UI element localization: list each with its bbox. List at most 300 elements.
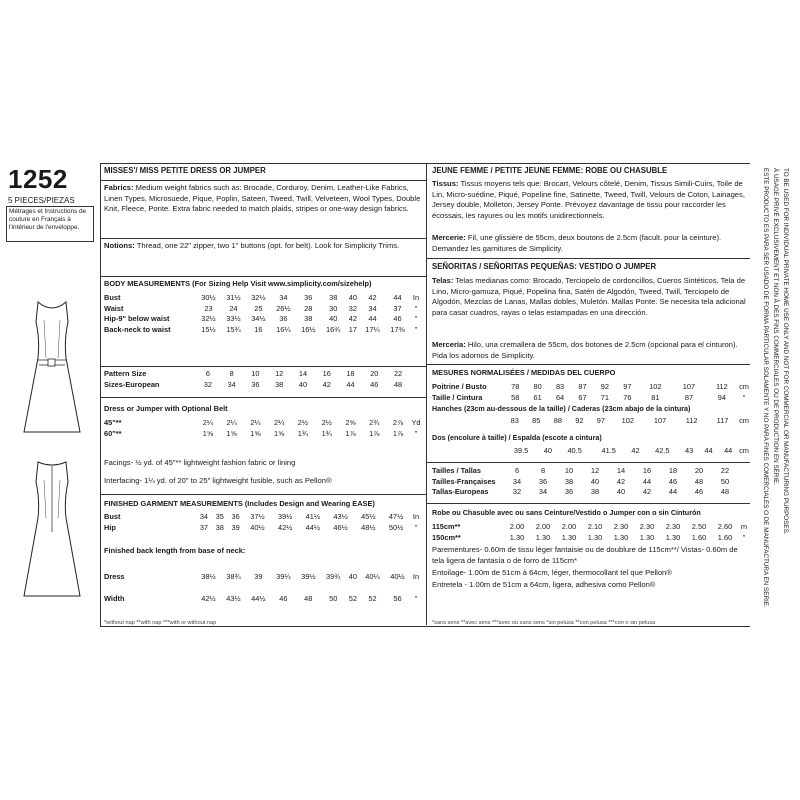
table-cell: 2⅞	[392, 418, 404, 427]
table-cell: 50	[329, 594, 338, 603]
table-cell: 36	[279, 314, 288, 324]
table-cell: 92	[600, 382, 610, 391]
table-cell: 10	[251, 369, 260, 378]
table-cell: 37	[199, 522, 209, 532]
row-label: Pattern Size	[104, 369, 147, 378]
table-cell: 12	[590, 466, 600, 475]
unit-cell	[410, 380, 422, 391]
table-cell: 2½	[321, 418, 332, 427]
table-cell: 40¼	[365, 572, 380, 581]
en-size-table	[104, 369, 422, 390]
table-cell: 1¾	[321, 428, 332, 438]
tissus-block	[432, 179, 750, 221]
table-cell: 40	[616, 487, 626, 497]
table-cell: 2.50	[691, 522, 707, 531]
side-note-es: ESTE PRODUCTO ES PARA SER USADO DE FORMA PARTICULAR SOLAMENTE Y NO PARA FINES COMERCIALES O DE MANUFACTURA EN SERIE.	[762, 168, 769, 608]
pattern-number: 1252	[8, 164, 68, 194]
table-cell: 2¾	[369, 418, 380, 427]
table-cell: 39¼	[276, 572, 291, 581]
fr-tailles-table	[432, 466, 750, 498]
table-row	[104, 512, 422, 523]
table-row	[104, 369, 422, 380]
row-label	[432, 446, 504, 457]
table-cell: 38	[304, 314, 313, 324]
table-cell: 14	[616, 466, 626, 475]
table-cell: 23	[204, 303, 213, 313]
table-row	[104, 304, 422, 315]
table-cell: 87	[578, 382, 587, 391]
table-cell: 2.00	[509, 522, 525, 531]
notions-label: Notions:	[104, 241, 135, 250]
table-cell: 8	[229, 369, 234, 378]
table-row	[432, 416, 750, 427]
table-cell: 8	[540, 466, 546, 475]
table-cell: 16½	[301, 324, 316, 334]
notions-text: Thread, one 22" zipper, two 1" buttons (opt. for belt). Look for Simplicity Trims.	[136, 241, 400, 250]
row-label: Hip	[104, 522, 116, 532]
tissus-text: Tissus moyens tels que: Brocart, Velours côtelé, Denim, Tissus Simili-Cuirs, Toile de Lin, Micro-suédine, Piqué, Popeline fine, Satinette, Tweed, Twill, Velours de Coton, Lainages, Jersey double, Molleton, Jersey Ponte. Prévoyez davantage de tissu pour raccorder les écossais, les rayures ou les motifs unidirectionnels.	[432, 179, 745, 220]
mesures-header: MESURES NORMALISÉES / MEDIDAS DEL CUERPO	[432, 368, 616, 377]
unit-cell: "	[414, 594, 418, 603]
table-cell: 17⅜	[390, 324, 405, 334]
table-cell: 26½	[276, 303, 291, 313]
dress-front-sketch	[22, 300, 82, 435]
table-cell: 46	[279, 594, 288, 603]
table-cell: 2½	[297, 418, 309, 427]
table-cell: 44	[346, 379, 355, 389]
table-cell: 16¼	[276, 324, 291, 334]
table-cell: 34½	[251, 314, 266, 324]
table-cell: 17¼	[365, 324, 380, 334]
row-label: 45"**	[104, 418, 122, 427]
table-cell: 48	[694, 476, 704, 486]
es-title: SEÑORITAS / SEÑORITAS PEQUEÑAS: VESTIDO O JUMPER	[432, 262, 657, 271]
table-cell: 38	[564, 476, 574, 486]
table-cell: 44	[724, 446, 733, 455]
table-cell: 41½	[305, 512, 321, 521]
table-row	[104, 325, 422, 336]
table-cell: 71	[600, 392, 610, 402]
fabrics-block	[104, 183, 422, 215]
table-cell: 46	[393, 314, 402, 324]
table-cell: 36	[564, 487, 574, 497]
merceria-text: Hilo, una cremallera de 55cm, dos botones de 2.5cm (opcional para el cinturon). Pida los adornos de Simplicity.	[432, 340, 738, 360]
table-cell: 61	[533, 392, 542, 402]
table-row	[432, 487, 750, 498]
row-label: Back-neck to waist	[104, 324, 171, 334]
table-cell: 43	[685, 446, 694, 455]
table-cell: 31½	[226, 293, 241, 302]
instructions-note: Métrages et Instructions de couture en Français à l'intérieur de l'enveloppe.	[9, 208, 87, 231]
table-cell: 6	[514, 466, 520, 475]
table-cell: 2.00	[535, 522, 551, 531]
table-row	[432, 393, 750, 404]
table-cell: 28	[304, 303, 313, 313]
table-cell: 20	[694, 466, 704, 475]
table-cell: 40	[348, 293, 357, 302]
row-label: 115cm**	[432, 522, 461, 531]
robe-header: Robe ou Chasuble avec ou sans Ceinture/Vestido o Jumper con o sin Cinturón	[432, 508, 701, 517]
table-row	[432, 477, 750, 488]
table-row	[104, 523, 422, 534]
en-back-table	[104, 566, 422, 610]
mercerie-text: Fil, une glissière de 55cm, deux boutons de 2.5cm (facult. pour la ceinture). Demandez les garnitures de Simplicity.	[432, 233, 722, 253]
unit-cell: cm	[739, 416, 749, 425]
unit-cell	[738, 466, 750, 477]
unit-cell: Yd	[411, 418, 421, 427]
table-cell: 42	[322, 379, 331, 389]
table-cell: 10	[564, 466, 574, 475]
table-cell: 1.30	[561, 532, 577, 542]
table-cell: 1.30	[535, 532, 551, 542]
table-cell: 37	[393, 303, 402, 313]
table-cell: 38	[275, 379, 284, 389]
notions-block	[104, 241, 422, 252]
table-cell: 32	[512, 487, 522, 497]
table-cell: 30½	[201, 293, 216, 302]
row-label: Tailles-Françaises	[432, 476, 496, 486]
table-cell: 1⅞	[392, 428, 404, 438]
table-cell: 112	[715, 382, 728, 391]
table-cell: 47½	[388, 512, 404, 521]
table-cell: 20	[370, 369, 379, 378]
merceria-block	[432, 340, 750, 361]
table-cell: 34	[512, 476, 522, 486]
unit-cell: "	[742, 392, 746, 402]
top-rule	[100, 163, 750, 164]
table-cell: 44	[704, 446, 713, 455]
fr-mesures-table	[432, 382, 750, 403]
table-cell: 39½	[277, 512, 293, 521]
table-row	[432, 446, 750, 457]
table-cell: 44	[393, 293, 402, 302]
table-cell: 39.5	[513, 446, 529, 455]
table-cell: 2.60	[717, 522, 733, 531]
dress-back-sketch	[22, 460, 82, 600]
unit-cell	[410, 369, 422, 380]
unit-cell	[738, 487, 750, 498]
table-cell: 1.60	[691, 532, 707, 542]
table-cell: 34	[227, 379, 236, 389]
en-yardage-table	[104, 418, 422, 439]
table-cell: 56	[393, 594, 402, 603]
mercerie-block	[432, 233, 750, 254]
table-cell: 42	[631, 446, 640, 455]
table-cell: 44	[368, 314, 377, 324]
unit-cell	[738, 477, 750, 488]
table-cell: 40	[590, 476, 600, 486]
en-footnote: *without nap **with nap ***with or without nap	[104, 620, 217, 626]
unit-cell: "	[742, 532, 746, 542]
hanches-label: Hanches (23cm au-dessous de la taille) / Caderas (23cm abajo de la cintura)	[432, 404, 691, 413]
table-cell: 92	[575, 416, 584, 425]
unit-cell: In	[412, 293, 420, 302]
row-label: Bust	[104, 512, 121, 521]
table-cell: 32	[203, 379, 212, 389]
table-cell: 42	[642, 487, 652, 497]
table-row	[432, 382, 750, 393]
table-cell: 102	[621, 416, 634, 425]
table-cell: 12	[275, 369, 284, 378]
row-label: Width	[104, 594, 125, 603]
table-cell: 1⅝	[274, 428, 285, 438]
table-cell: 1.30	[665, 532, 681, 542]
table-cell: 41.5	[601, 446, 616, 455]
row-label: 150cm**	[432, 532, 461, 542]
table-cell: 83	[510, 416, 519, 425]
parementures-text: Parementures- 0.60m de tissu léger fantaisie ou de doublure de 115cm**/ Vistas- 0.60m de tela ligera de fantasía o de forro de 115cm*	[432, 545, 738, 565]
row-label: Tailles / Tallas	[432, 466, 482, 475]
table-cell: 102	[649, 382, 662, 391]
table-cell: 76	[623, 392, 632, 402]
table-cell: 112	[685, 416, 698, 425]
table-cell: 2.30	[665, 522, 681, 531]
instructions-note-box	[6, 206, 94, 242]
table-cell: 25	[254, 303, 263, 313]
table-cell: 48	[393, 379, 403, 389]
table-cell: 22	[393, 369, 403, 378]
table-cell: 88	[553, 416, 562, 425]
table-cell: 39½	[301, 572, 316, 581]
column-divider	[426, 163, 427, 625]
table-cell: 2⅝	[345, 418, 356, 427]
table-cell: 42½	[201, 594, 216, 603]
en-body-table	[104, 293, 422, 335]
table-cell: 34	[199, 512, 209, 521]
table-cell: 2.00	[561, 522, 577, 531]
table-cell: 40.5	[567, 446, 582, 455]
table-row	[432, 466, 750, 477]
table-cell: 36	[538, 476, 548, 486]
table-cell: 40	[298, 379, 308, 389]
table-cell: 17	[348, 324, 357, 334]
table-cell: 43½	[333, 512, 348, 521]
table-cell: 50½	[388, 522, 404, 532]
fabrics-text: Medium weight fabrics such as: Brocade, Corduroy, Denim, Leather-Like Fabrics, Linen Types, Microsuede, Pique, Poplin, Sateen, Tweed, Twill, Velveteen, Wool Types, Double Knit, Fleece, Ponte. Extra fabric needed to match plaids, stripes or one-way design fabrics.	[104, 183, 421, 213]
row-label: Bust	[104, 293, 121, 302]
table-cell: 42.5	[655, 446, 670, 455]
table-cell: 107	[653, 416, 667, 425]
side-note-fr: À USAGE PRIVÉ EXCLUSIVEMENT ET NON À DES FINS COMMERCIALES OU DE PRODUCTION EN SÉRIE.	[772, 168, 779, 486]
back-length-header: Finished back length from base of neck:	[104, 546, 246, 555]
table-cell: 97	[596, 416, 605, 425]
table-cell: 83	[555, 382, 565, 391]
table-cell: 2¼	[250, 418, 261, 427]
unit-cell: "	[414, 314, 418, 324]
entretela-text: Entretela - 1.00m de 51cm a 64cm, ligera, adhesiva como Pellon®	[432, 580, 656, 589]
fr-footnote: *sans sens **avec sens ***avec ou sans sens *sin pelusa **con pelusa ***con o sin pelusa	[432, 620, 656, 626]
row-label: 60"**	[104, 428, 122, 438]
table-cell: 48½	[361, 522, 376, 532]
fr-hanches-table	[432, 416, 750, 427]
side-note-en: TO BE USED FOR INDIVIDUAL PRIVATE HOME USE ONLY AND NOT FOR COMMERCIAL OR MANUFACTURING PURPOSES.	[782, 168, 789, 535]
table-cell: 50	[720, 476, 730, 486]
table-cell: 32½	[251, 293, 266, 302]
table-cell: 94	[717, 392, 726, 402]
row-label: Hip-9" below waist	[104, 314, 170, 324]
side-notes	[755, 168, 800, 628]
table-cell: 1⅝	[250, 428, 261, 438]
facings-text: Facings- ½ yd. of 45"** lightweight fashion fabric or lining	[104, 458, 296, 467]
table-cell: 44	[668, 487, 678, 497]
row-label: Poitrine / Busto	[432, 382, 487, 391]
table-cell: 1⅞	[345, 428, 356, 438]
table-cell: 46½	[333, 522, 348, 532]
table-cell: 85	[532, 416, 541, 425]
telas-block	[432, 276, 750, 318]
en-title: MISSES'/ MISS PETITE DRESS OR JUMPER	[104, 166, 266, 175]
unit-cell: "	[414, 324, 418, 334]
table-cell: 39	[231, 522, 240, 532]
table-cell: 40½	[250, 522, 265, 532]
row-label: Waist	[104, 303, 124, 313]
unit-cell: m	[740, 522, 748, 531]
row-label: Tallas-Europeas	[432, 487, 489, 497]
table-cell: 44½	[305, 522, 321, 532]
row-label: Dress	[104, 572, 125, 581]
table-cell: 48	[720, 487, 730, 497]
table-cell: 1.30	[613, 532, 629, 542]
table-cell: 48	[304, 594, 313, 603]
row-label: Sizes-European	[104, 379, 160, 389]
table-cell: 35	[215, 512, 224, 521]
fabrics-label: Fabrics:	[104, 183, 134, 192]
table-cell: 39¾	[326, 572, 341, 581]
tissus-label: Tissus:	[432, 179, 459, 188]
table-cell: 1¾	[297, 428, 309, 438]
table-cell: 2¼	[274, 418, 285, 427]
bottom-rule	[100, 626, 750, 627]
table-cell: 34	[368, 303, 377, 313]
mercerie-label: Mercerie:	[432, 233, 466, 242]
table-cell: 67	[578, 392, 587, 402]
table-cell: 46	[694, 487, 704, 497]
table-cell: 16¾	[326, 324, 341, 334]
table-cell: 2¼	[202, 418, 214, 427]
table-row	[104, 429, 422, 440]
table-cell: 40	[348, 572, 357, 581]
table-cell: 1.60	[717, 532, 733, 542]
table-cell: 16	[642, 466, 652, 475]
table-cell: 15½	[201, 324, 216, 334]
table-cell: 2¼	[226, 418, 237, 427]
table-cell: 44½	[251, 594, 266, 603]
table-cell: 38	[215, 522, 224, 532]
interfacing-text: Interfacing- 1¼ yd. of 20" to 25" lightweight fusible, such as Pellon®	[104, 476, 332, 485]
table-cell: 38	[329, 293, 338, 302]
fr-dos-table	[432, 446, 750, 457]
table-cell: 38	[590, 487, 600, 497]
table-cell: 16	[322, 369, 331, 378]
table-cell: 16	[254, 324, 263, 334]
table-cell: 2.10	[587, 522, 603, 531]
table-cell: 42	[616, 476, 626, 486]
pieces-count: 5 PIECES/PIEZAS	[8, 196, 75, 205]
table-cell: 38½	[201, 572, 216, 581]
table-cell: 46	[370, 379, 379, 389]
table-cell: 117	[716, 416, 729, 425]
table-cell: 1⅞	[369, 428, 380, 438]
table-cell: 1⅝	[202, 428, 214, 438]
table-cell: 52	[368, 594, 377, 603]
table-cell: 78	[511, 382, 520, 391]
table-cell: 24	[229, 303, 238, 313]
yardage-header: Dress or Jumper with Optional Belt	[104, 404, 228, 413]
fr-robe-table	[432, 522, 750, 543]
unit-cell: cm	[739, 446, 749, 455]
table-cell: 15¾	[226, 324, 241, 334]
unit-cell: "	[414, 303, 418, 313]
table-cell: 97	[623, 382, 632, 391]
table-cell: 22	[720, 466, 730, 475]
unit-cell: cm	[739, 382, 749, 391]
table-cell: 64	[555, 392, 565, 402]
table-cell: 40½	[390, 572, 405, 581]
table-row	[104, 293, 422, 304]
table-cell: 18	[668, 466, 678, 475]
table-row	[104, 380, 422, 391]
table-cell: 36	[251, 379, 260, 389]
table-cell: 38¾	[226, 572, 241, 581]
en-finished-table	[104, 512, 422, 533]
table-row	[432, 522, 750, 533]
table-cell: 42	[368, 293, 377, 302]
table-cell: 32½	[201, 314, 216, 324]
table-cell: 32	[348, 303, 357, 313]
telas-text: Telas medianas como: Brocado, Terciopelo de cordoncillos, Cueros Sintéticos, Tela de Lino, Micro-gamuza, Piqué, Popelina fina, Satén de Algodón, Tweed, Twill, Terciopelo de Algodón, Mezclas de Lanas, Mallas dobles, Muletón. Mallas Ponte. Se necesita tela adicional para casar cuadros, rayas o telas estampadas en una dirección.	[432, 276, 746, 317]
fr-title: JEUNE FEMME / PETITE JEUNE FEMME: ROBE OU CHASUBLE	[432, 166, 668, 175]
row-label: Taille / Cintura	[432, 392, 483, 402]
table-cell: 40	[543, 446, 552, 455]
table-cell: 34	[279, 293, 288, 302]
table-cell: 36	[304, 293, 313, 302]
table-cell: 39	[254, 572, 263, 581]
table-cell: 14	[298, 369, 308, 378]
table-cell: 43½	[226, 594, 241, 603]
entoilage-text: Entoilage- 1.00m de 51cm à 64cm, léger, thermocollant tel que Pellon®	[432, 568, 672, 577]
table-cell: 80	[533, 382, 542, 391]
table-cell: 6	[205, 369, 210, 378]
table-row	[104, 566, 422, 588]
table-cell: 1.30	[587, 532, 603, 542]
table-row	[432, 533, 750, 544]
table-cell: 33½	[226, 314, 241, 324]
table-cell: 81	[651, 392, 660, 402]
table-row	[104, 588, 422, 610]
table-cell: 107	[682, 382, 696, 391]
merceria-label: Mercería:	[432, 340, 466, 349]
finished-header: FINISHED GARMENT MEASUREMENTS (Includes Design and Wearing EASE)	[104, 499, 375, 508]
table-cell: 34	[538, 487, 548, 497]
table-cell: 87	[684, 392, 694, 402]
unit-cell: In	[412, 572, 420, 581]
table-cell: 18	[346, 369, 355, 378]
table-cell: 42½	[277, 522, 293, 532]
table-cell: 58	[511, 392, 520, 402]
body-measurements-header: BODY MEASUREMENTS (For Sizing Help Visit www.simplicity.com/sizehelp)	[104, 279, 372, 288]
table-cell: 52	[348, 594, 357, 603]
table-row	[104, 314, 422, 325]
table-cell: 2.30	[639, 522, 655, 531]
row-label	[432, 416, 504, 427]
table-cell: 36	[231, 512, 240, 521]
table-cell: 46	[668, 476, 678, 486]
table-cell: 1.30	[509, 532, 525, 542]
table-cell: 30	[329, 303, 338, 313]
dos-label: Dos (encolure à taille) / Espalda (escote a cintura)	[432, 433, 602, 442]
left-divider	[100, 163, 101, 626]
table-cell: 37½	[250, 512, 265, 521]
